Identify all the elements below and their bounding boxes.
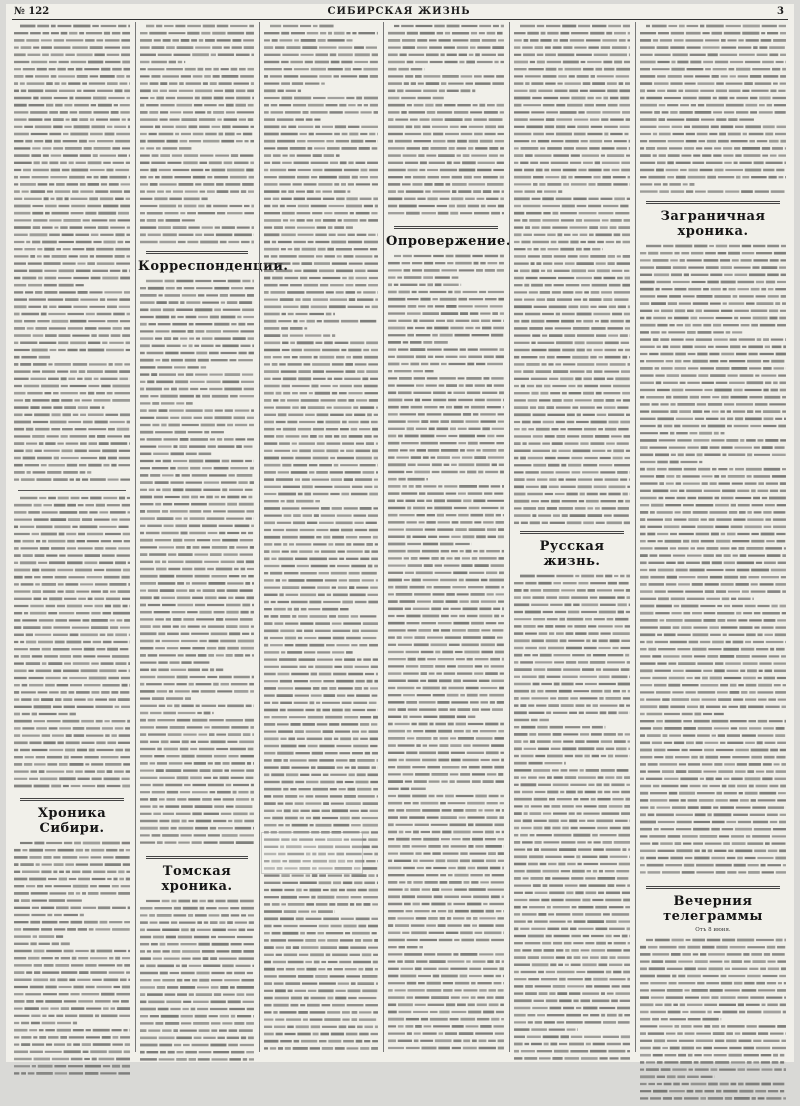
text-block <box>14 839 130 1079</box>
heading-tomsk: Томская хроника. <box>161 864 233 894</box>
library-stamp <box>261 832 363 874</box>
text-block <box>388 252 504 1052</box>
text-block <box>140 277 254 852</box>
text-block <box>514 572 630 1067</box>
column-1 <box>12 22 132 1052</box>
column-6 <box>638 22 788 1052</box>
divider <box>146 251 248 254</box>
text-block <box>514 22 630 527</box>
text-block <box>14 22 130 487</box>
column-rule <box>509 22 510 1052</box>
masthead-rule <box>12 19 788 20</box>
divider <box>146 856 248 859</box>
heading-telegrams: Вечерния телеграммы <box>663 894 763 924</box>
divider <box>394 226 498 229</box>
column-rule <box>259 22 260 1052</box>
column-4 <box>386 22 511 1052</box>
heading-refutation: Опровержение. <box>386 234 511 249</box>
column-5 <box>512 22 632 1052</box>
text-block <box>388 22 504 222</box>
heading-foreign: Заграничная хроника. <box>660 209 766 239</box>
masthead <box>14 6 784 20</box>
column-2 <box>138 22 289 1052</box>
page-number: 3 <box>777 6 784 17</box>
heading-siberia: Хроника Сибири. <box>37 806 107 836</box>
newspaper-page <box>6 4 794 1062</box>
heading-russian: Русская жизнь. <box>539 539 605 569</box>
divider <box>646 201 780 204</box>
column-rule <box>383 22 384 1052</box>
issue-number: № 122 <box>14 6 50 17</box>
newspaper-title: СИБИРСКАЯ ЖИЗНЬ <box>327 6 471 17</box>
text-block <box>264 22 378 1052</box>
telegrams-date: Отъ 8 июня. <box>695 927 731 933</box>
divider <box>646 886 780 889</box>
column-rule <box>135 22 136 1052</box>
divider <box>20 798 124 801</box>
text-block <box>14 494 130 794</box>
text-block <box>640 936 786 1106</box>
column-rule <box>635 22 636 1052</box>
text-block <box>640 242 786 882</box>
column-3 <box>262 22 380 1052</box>
divider <box>520 531 624 534</box>
heading-correspondence: Корреспонденции. <box>138 259 289 274</box>
text-block <box>640 22 786 197</box>
text-block <box>140 22 254 247</box>
text-block <box>140 897 254 1067</box>
divider <box>18 490 126 491</box>
